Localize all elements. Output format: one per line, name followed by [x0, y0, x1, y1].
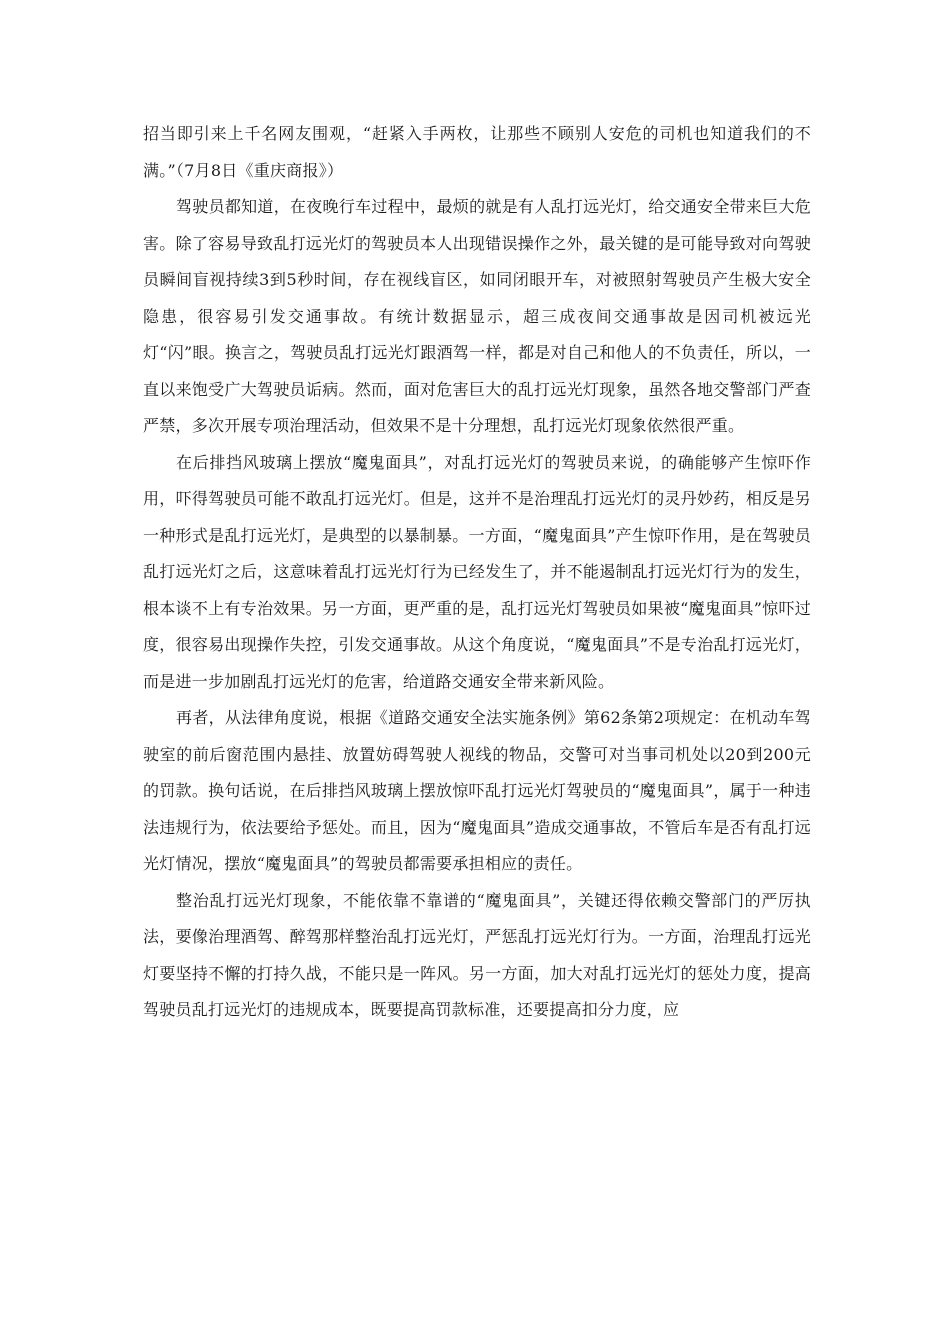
- paragraph-enforcement: 整治乱打远光灯现象，不能依靠不靠谱的“魔鬼面具”，关键还得依赖交警部门的严厉执法，要像治理酒驾、醉驾那样整治乱打远光灯，严惩乱打远光灯行为。一方面，治理乱打远光灯要坚持不懈的打持久战，不能只是一阵风。另一方面，加大对乱打远光灯的惩处力度，提高驾驶员乱打远光灯的违规成本，既要提高罚款标准，还要提高扣分力度，应: [143, 890, 811, 1019]
- paragraph-legal-perspective: 再者，从法律角度说，根据《道路交通安全法实施条例》第62条第2项规定：在机动车驾驶室的前后窗范围内悬挂、放置妨碍驾驶人视线的物品，交警可对当事司机处以20到200元的罚款。换句话说，在后排挡风玻璃上摆放惊吓乱打远光灯驾驶员的“魔鬼面具”，属于一种违法违规行为，依法要给予惩处。而且，因为“魔鬼面具”造成交通事故，不管后车是否有乱打远光灯情况，摆放“魔鬼面具”的驾驶员都需要承担相应的责任。: [143, 708, 811, 873]
- paragraph-high-beam-danger: 驾驶员都知道，在夜晚行车过程中，最烦的就是有人乱打远光灯，给交通安全带来巨大危害。除了容易导致乱打远光灯的驾驶员本人出现错误操作之外，最关键的是可能导致对向驾驶员瞬间盲视持续3到5秒时间，存在视线盲区，如同闭眼开车，对被照射驾驶员产生极大安全隐患，很容易引发交通事故。有统计数据显示，超三成夜间交通事故是因司机被远光灯“闪”眼。换言之，驾驶员乱打远光灯跟酒驾一样，都是对自己和他人的不负责任，所以，一直以来饱受广大驾驶员诟病。然而，面对危害巨大的乱打远光灯现象，虽然各地交警部门严查严禁，多次开展专项治理活动，但效果不是十分理想，乱打远光灯现象依然很严重。: [143, 197, 811, 435]
- article-body: [143, 116, 811, 1029]
- paragraph-devil-mask-effect: 在后排挡风玻璃上摆放“魔鬼面具”，对乱打远光灯的驾驶员来说，的确能够产生惊吓作用，吓得驾驶员可能不敢乱打远光灯。但是，这并不是治理乱打远光灯的灵丹妙药，相反是另一种形式是乱打远光灯，是典型的以暴制暴。一方面，“魔鬼面具”产生惊吓作用，是在驾驶员乱打远光灯之后，这意味着乱打远光灯行为已经发生了，并不能遏制乱打远光灯行为的发生，根本谈不上有专治效果。另一方面，更严重的是，乱打远光灯驾驶员如果被“魔鬼面具”惊吓过度，很容易出现操作失控，引发交通事故。从这个角度说，“魔鬼面具”不是专治乱打远光灯，而是进一步加剧乱打远光灯的危害，给道路交通安全带来新风险。: [143, 452, 811, 691]
- paragraph-continued: 招当即引来上千名网友围观，“赶紧入手两枚，让那些不顾别人安危的司机也知道我们的不满。”（7月8日《重庆商报》）: [143, 124, 811, 180]
